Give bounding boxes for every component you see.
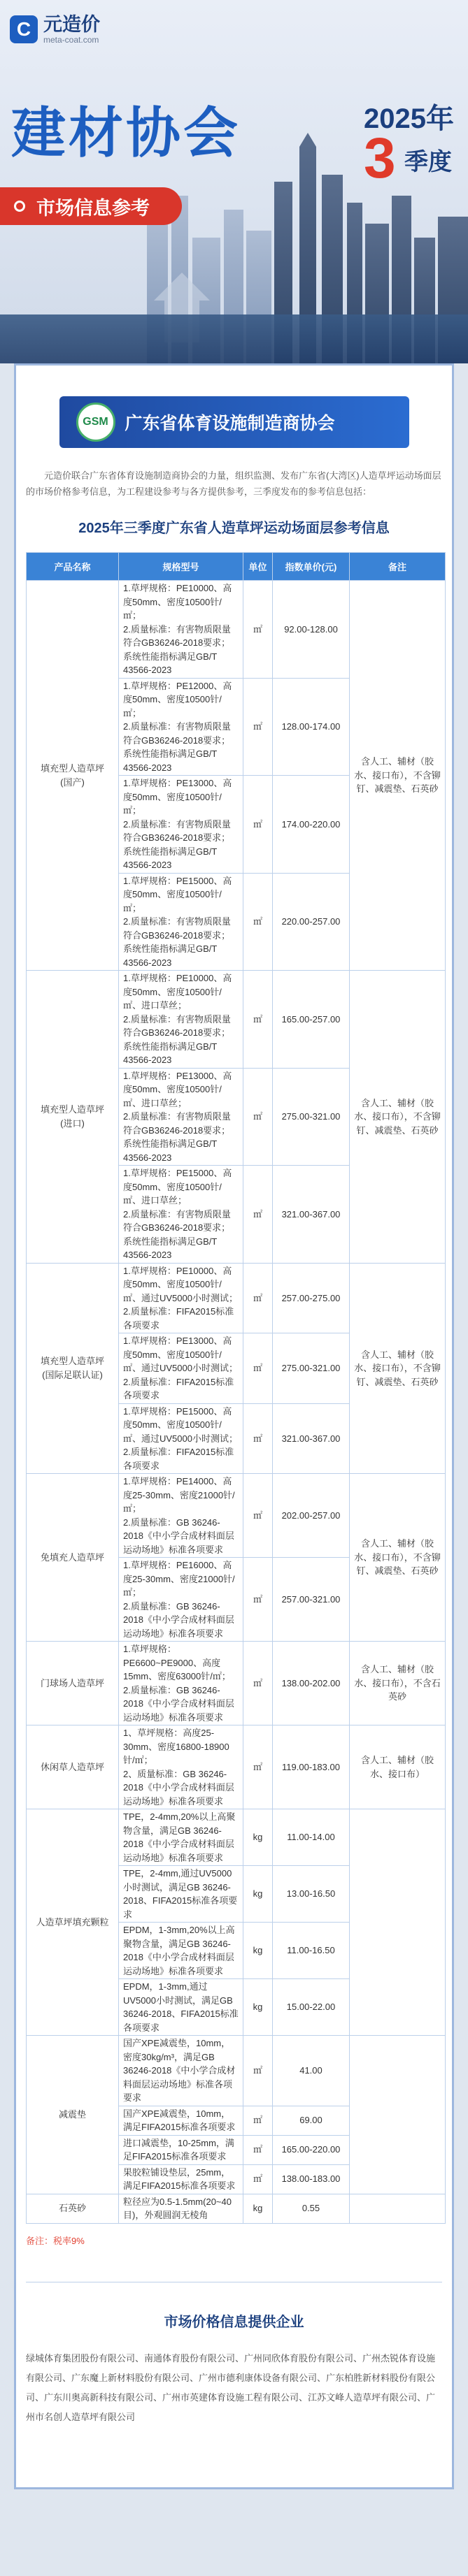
- spec-cell: 1.草坪规格：PE15000、高度50mm、密度10500针/㎡、进口草丝； 2.质量标准：有害物质限量符合GB36246-2018要求；系统性能指标满足GB/T 43566-2023: [119, 1166, 243, 1264]
- unit-cell: ㎡: [243, 1263, 273, 1333]
- note-cell: 含人工、辅材（胶水、接口布）: [350, 1725, 446, 1809]
- spec-cell: TPE，2-4mm,20%以上高聚物含量，满足GB 36246-2018《中小学合成材料面层运动场地》标准各项要求: [119, 1809, 243, 1866]
- quarter-label: 季度: [404, 149, 452, 175]
- table-row: [27, 1642, 446, 1725]
- price-cell: 174.00-220.00: [273, 776, 350, 874]
- spec-cell: 1.草坪规格：PE15000、高度50mm、密度10500针/㎡； 2.质量标准：有害物质限量符合GB36246-2018要求；系统性能指标满足GB/T 43566-2023: [119, 873, 243, 971]
- ring-icon: [14, 201, 25, 212]
- note-cell: 含人工、辅材（胶水、接口布），不含铆钉、减震垫、石英砂: [350, 1474, 446, 1642]
- spec-cell: 1.草坪规格：PE10000、高度50mm、密度10500针/㎡； 2.质量标准：有害物质限量符合GB36246-2018要求；系统性能指标满足GB/T 43566-2023: [119, 581, 243, 679]
- spec-cell: 进口减震垫，10-25mm，满足FIFA2015标准各项要求: [119, 2135, 243, 2164]
- price-cell: 275.00-321.00: [273, 1333, 350, 1404]
- note-cell: [350, 1809, 446, 2036]
- header-unit: 单位: [243, 553, 273, 581]
- companies-title: 市场价格信息提供企业: [164, 2314, 304, 2330]
- note-cell: [350, 2194, 446, 2223]
- unit-cell: ㎡: [243, 581, 273, 679]
- table-row: [27, 2036, 446, 2106]
- unit-cell: ㎡: [243, 2036, 273, 2106]
- price-cell: 92.00-128.00: [273, 581, 350, 679]
- association-logo: GSM: [76, 403, 115, 442]
- header-price: 指数单价(元): [273, 553, 350, 581]
- unit-cell: ㎡: [243, 678, 273, 776]
- header-product: 产品名称: [27, 553, 119, 581]
- table-row: [27, 1263, 446, 1333]
- product-name-cell: 免填充人造草坪: [27, 1474, 119, 1642]
- price-cell: 11.00-14.00: [273, 1809, 350, 1866]
- spec-cell: 1.草坪规格：PE16000、高度25-30mm、密度21000针/㎡； 2.质量标准：GB 36246-2018《中小学合成材料面层运动场地》标准各项要求: [119, 1558, 243, 1642]
- price-cell: 138.00-183.00: [273, 2164, 350, 2194]
- spec-cell: 粒径应为0.5-1.5mm(20~40目)，外观圆润无棱角: [119, 2194, 243, 2223]
- footer-area: [0, 2489, 468, 2576]
- product-name-cell: 填充型人造草坪 (国产): [27, 581, 119, 971]
- unit-cell: ㎡: [243, 1725, 273, 1809]
- price-cell: 165.00-257.00: [273, 971, 350, 1069]
- spec-cell: 果胶粒铺设垫层，25mm，满足FIFA2015标准各项要求: [119, 2164, 243, 2194]
- spec-cell: 1.草坪规格：PE10000、高度50mm、密度10500针/㎡、通过UV5000小时测试； 2.质量标准：FIFA2015标准各项要求: [119, 1263, 243, 1333]
- spec-cell: TPE，2-4mm,通过UV5000小时测试，满足GB 36246-2018、FIFA2015标准各项要求: [119, 1866, 243, 1923]
- spec-cell: 1.草坪规格：PE13000、高度50mm、密度10500针/㎡； 2.质量标准：有害物质限量符合GB36246-2018要求；系统性能指标满足GB/T 43566-2023: [119, 776, 243, 874]
- header-banner: [0, 0, 468, 363]
- product-name-cell: 休闲草人造草坪: [27, 1725, 119, 1809]
- remark-label: 备注：: [26, 2235, 54, 2246]
- price-cell: 128.00-174.00: [273, 678, 350, 776]
- price-cell: 257.00-321.00: [273, 1558, 350, 1642]
- spec-cell: 1.草坪规格：PE10000、高度50mm、密度10500针/㎡、进口草丝； 2.质量标准：有害物质限量符合GB36246-2018要求；系统性能指标满足GB/T 43566-2023: [119, 971, 243, 1069]
- product-name-cell: 填充型人造草坪 (国际足联认证): [27, 1263, 119, 1474]
- association-name: 广东省体育设施制造商协会: [125, 414, 335, 433]
- unit-cell: kg: [243, 1923, 273, 1979]
- unit-cell: ㎡: [243, 1642, 273, 1725]
- unit-cell: ㎡: [243, 1474, 273, 1558]
- spec-cell: 1、草坪规格：高度25-30mm、密度16800-18900针/㎡； 2、质量标准：GB 36246-2018《中小学合成材料面层运动场地》标准各项要求: [119, 1725, 243, 1809]
- price-cell: 257.00-275.00: [273, 1263, 350, 1333]
- spec-cell: 1.草坪规格：PE13000、高度50mm、密度10500针/㎡、进口草丝； 2.质量标准：有害物质限量符合GB36246-2018要求；系统性能指标满足GB/T 43566-2023: [119, 1068, 243, 1166]
- spec-cell: EPDM，1-3mm,20%以上高聚物含量，满足GB 36246-2018《中小学合成材料面层运动场地》标准各项要求: [119, 1923, 243, 1979]
- unit-cell: kg: [243, 1809, 273, 1866]
- price-cell: 41.00: [273, 2036, 350, 2106]
- note-cell: 含人工、辅材（胶水、接口布），不含铆钉、减震垫、石英砂: [350, 581, 446, 971]
- remark: [26, 2234, 442, 2247]
- product-name-cell: 减震垫: [27, 2036, 119, 2194]
- spec-cell: 国产XPE减震垫，10mm，满足FIFA2015标准各项要求: [119, 2106, 243, 2135]
- companies-section: [26, 2282, 442, 2427]
- unit-cell: ㎡: [243, 1068, 273, 1166]
- price-cell: 321.00-367.00: [273, 1166, 350, 1264]
- spec-cell: 1.草坪规格：PE12000、高度50mm、密度10500针/㎡； 2.质量标准：有害物质限量符合GB36246-2018要求；系统性能指标满足GB/T 43566-2023: [119, 678, 243, 776]
- price-cell: 69.00: [273, 2106, 350, 2135]
- brand-url: meta-coat.com: [43, 35, 99, 45]
- price-cell: 220.00-257.00: [273, 873, 350, 971]
- price-cell: 138.00-202.00: [273, 1642, 350, 1725]
- product-name-cell: 人造草坪填充颗粒: [27, 1809, 119, 2036]
- intro-paragraph: 元造价联合广东省体育设施制造商协会的力量，组织监测、发布广东省(大湾区)人造草坪运动场面层的市场价格参考信息，为工程建设参考与各方提供参考，三季度发布的参考信息包括：: [26, 470, 441, 497]
- unit-cell: ㎡: [243, 2106, 273, 2135]
- price-cell: 11.00-16.50: [273, 1923, 350, 1979]
- brand-mark-icon: C: [10, 15, 38, 43]
- product-name-cell: 石英砂: [27, 2194, 119, 2223]
- spec-cell: 国产XPE减震垫，10mm，密度30kg/m³，满足GB 36246-2018《中小学合成材料面层运动场地》标准各项要求: [119, 2036, 243, 2106]
- spec-cell: 1.草坪规格：PE13000、高度50mm、密度10500针/㎡、通过UV5000小时测试； 2.质量标准：FIFA2015标准各项要求: [119, 1333, 243, 1404]
- table-row: [27, 2194, 446, 2223]
- table-row: [27, 581, 446, 679]
- price-cell: 321.00-367.00: [273, 1403, 350, 1474]
- price-cell: 0.55: [273, 2194, 350, 2223]
- unit-cell: ㎡: [243, 873, 273, 971]
- companies-list: 绿城体育集团股份有限公司、南通体育股份有限公司、广州同欣体育股份有限公司、广州杰锐体育设施有限公司、广东魔上新材料股份有限公司、广州市德利康体设备有限公司、广东柏胜新材料股份有限公司、广东川奥高新科技有限公司、广州市英建体育设施工程有限公司、江苏文峰人造草坪有限公司、广州市名创人造草坪有限公司: [26, 2352, 436, 2422]
- brand-name: 元造价: [43, 14, 100, 35]
- unit-cell: ㎡: [243, 2164, 273, 2194]
- spec-cell: EPDM，1-3mm,通过UV5000小时测试，满足GB 36246-2018、FIFA2015标准各项要求: [119, 1979, 243, 2036]
- price-cell: 165.00-220.00: [273, 2135, 350, 2164]
- price-cell: 202.00-257.00: [273, 1474, 350, 1558]
- header-spec: 规格型号: [119, 553, 243, 581]
- price-cell: 13.00-16.50: [273, 1866, 350, 1923]
- market-info-tag: [0, 187, 182, 225]
- spec-cell: 1.草坪规格：PE6600~PE9000、高度15mm、密度63000针/㎡； 2.质量标准：GB 36246-2018《中小学合成材料面层运动场地》标准各项要求: [119, 1642, 243, 1725]
- spec-cell: 1.草坪规格：PE15000、高度50mm、密度10500针/㎡、通过UV5000小时测试； 2.质量标准：FIFA2015标准各项要求: [119, 1403, 243, 1474]
- spec-cell: 1.草坪规格：PE14000、高度25-30mm、密度21000针/㎡； 2.质量标准：GB 36246-2018《中小学合成材料面层运动场地》标准各项要求: [119, 1474, 243, 1558]
- unit-cell: ㎡: [243, 1333, 273, 1404]
- unit-cell: ㎡: [243, 2135, 273, 2164]
- unit-cell: ㎡: [243, 971, 273, 1069]
- product-name-cell: 门球场人造草坪: [27, 1642, 119, 1725]
- note-cell: 含人工、辅材（胶水、接口布），不含铆钉、减震垫、石英砂: [350, 1263, 446, 1474]
- note-cell: 含人工、辅材（胶水、接口布），不含铆钉、减震垫、石英砂: [350, 971, 446, 1264]
- brand-logo[interactable]: [10, 14, 100, 45]
- note-cell: [350, 2036, 446, 2194]
- unit-cell: ㎡: [243, 776, 273, 874]
- page-title: 建材协会: [11, 102, 241, 165]
- product-name-cell: 填充型人造草坪 (进口): [27, 971, 119, 1264]
- price-cell: 15.00-22.00: [273, 1979, 350, 2036]
- unit-cell: ㎡: [243, 1166, 273, 1264]
- note-cell: 含人工、辅材（胶水、接口布），不含石英砂: [350, 1642, 446, 1725]
- unit-cell: ㎡: [243, 1403, 273, 1474]
- price-table: [26, 552, 446, 2224]
- quarter-number: 3: [364, 126, 396, 190]
- year-label: 2025年: [364, 103, 454, 134]
- table-row: [27, 1809, 446, 1866]
- header-note: 备注: [350, 553, 446, 581]
- unit-cell: kg: [243, 1866, 273, 1923]
- content-card: [14, 363, 454, 2489]
- market-info-tag-label: 市场信息参考: [36, 197, 150, 219]
- remark-text: 税率9%: [53, 2235, 85, 2246]
- table-title: 2025年三季度广东省人造草坪运动场面层参考信息: [78, 521, 390, 536]
- table-header-row: [27, 553, 446, 581]
- association-banner: [59, 396, 409, 448]
- unit-cell: kg: [243, 2194, 273, 2223]
- unit-cell: kg: [243, 1979, 273, 2036]
- table-row: [27, 1725, 446, 1809]
- price-cell: 275.00-321.00: [273, 1068, 350, 1166]
- table-row: [27, 971, 446, 1069]
- unit-cell: ㎡: [243, 1558, 273, 1642]
- price-cell: 119.00-183.00: [273, 1725, 350, 1809]
- river-water: [0, 314, 468, 363]
- table-row: [27, 1474, 446, 1558]
